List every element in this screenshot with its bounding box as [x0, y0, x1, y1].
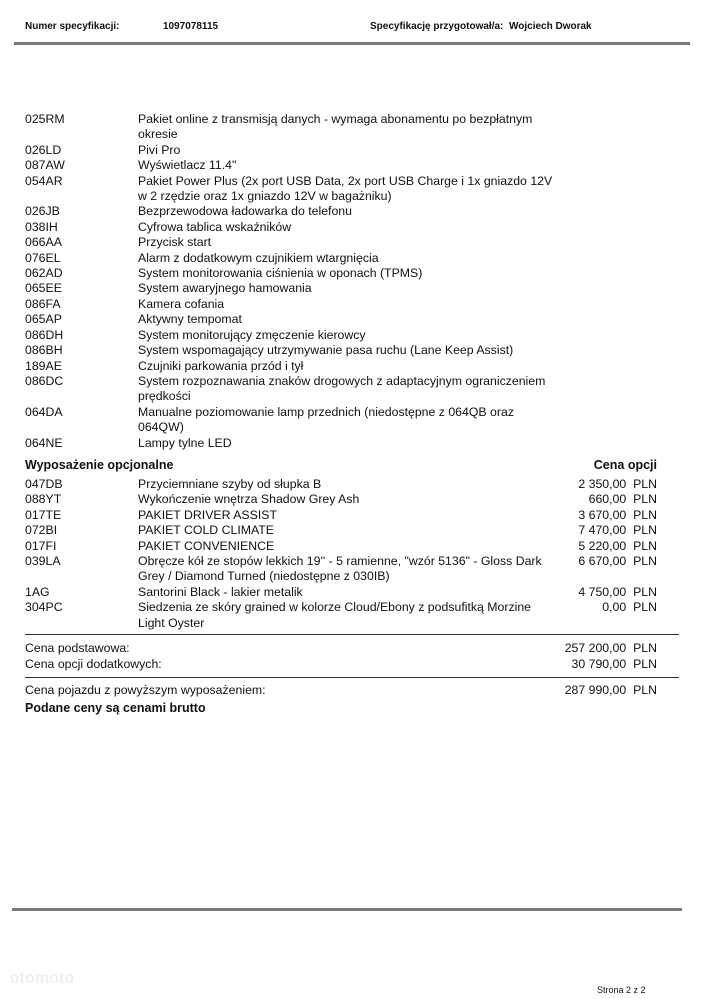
- total-divider: [25, 677, 679, 678]
- optional-equipment-header: [25, 458, 665, 472]
- item-code: 038IH: [25, 219, 58, 234]
- gross-price-note: Podane ceny są cenami brutto: [25, 701, 206, 715]
- optional-item-row: [25, 492, 665, 507]
- item-description: System rozpoznawania znaków drogowych z adaptacyjnym ograniczeniem prędkości: [138, 373, 546, 404]
- item-code: 086FA: [25, 296, 61, 311]
- item-price: 3 670,00 PLN: [578, 507, 657, 522]
- item-code: 064DA: [25, 404, 63, 419]
- standard-item-row: [25, 297, 665, 312]
- standard-item-row: [25, 405, 665, 436]
- item-description: Przycisk start: [138, 235, 212, 250]
- item-description: Siedzenia ze skóry grained w kolorze Cloud/Ebony z podsufitką Morzine Light Oyster: [138, 600, 532, 630]
- item-price: 4 750,00 PLN: [578, 584, 657, 599]
- item-description: Manualne poziomowanie lamp przednich (niedostępne z 064QB oraz 064QW): [138, 404, 514, 435]
- item-code: 087AW: [25, 158, 65, 173]
- standard-item-row: [25, 204, 665, 219]
- standard-item-row: [25, 112, 665, 143]
- optional-item-row: [25, 477, 665, 492]
- optional-item-row: [25, 508, 665, 523]
- item-description: Pakiet online z transmisją danych - wymaga abonamentu po bezpłatnym okresie: [138, 112, 533, 142]
- watermark-logo: otomoto: [10, 970, 75, 987]
- page-number: Strona 2 z 2: [597, 985, 646, 995]
- item-code: 086DC: [25, 373, 64, 388]
- item-code: 039LA: [25, 554, 61, 569]
- item-description: System awaryjnego hamowania: [138, 281, 312, 296]
- base-price-label: Cena podstawowa:: [25, 641, 130, 655]
- standard-item-row: [25, 312, 665, 327]
- item-price: 5 220,00 PLN: [578, 538, 657, 553]
- summary-divider: [25, 634, 679, 635]
- item-code: 088YT: [25, 492, 62, 507]
- item-description: Obręcze kół ze stopów lekkich 19'' - 5 ramienne, "wzór 5136" - Gloss Dark Grey / Diamond Turned (niedostępne z 030IB): [138, 554, 542, 584]
- prepared-by-label: Specyfikację przygotował/a:: [370, 21, 504, 32]
- item-description: PAKIET DRIVER ASSIST: [138, 507, 277, 522]
- item-price: 2 350,00 PLN: [578, 477, 657, 491]
- item-description: Przyciemniane szyby od słupka B: [138, 477, 322, 491]
- optional-item-row: [25, 585, 665, 600]
- item-price: 7 470,00 PLN: [578, 523, 657, 538]
- item-code: 076EL: [25, 250, 61, 265]
- item-description: System wspomagający utrzymywanie pasa ruchu (Lane Keep Assist): [138, 343, 514, 358]
- options-price-row: [25, 657, 665, 672]
- optional-item-row: [25, 539, 665, 554]
- item-code: 017TE: [25, 507, 62, 522]
- item-price: 0,00 PLN: [602, 600, 657, 615]
- options-price-value: 30 790,00 PLN: [571, 657, 657, 671]
- item-code: 025RM: [25, 112, 65, 126]
- item-description: Wyświetlacz 11.4": [138, 158, 237, 173]
- item-code: 065AP: [25, 312, 62, 327]
- spec-number-value: 1097078115: [163, 21, 219, 32]
- item-description: Czujniki parkowania przód i tył: [138, 358, 304, 373]
- standard-item-row: [25, 174, 665, 205]
- spec-number-label: Numer specyfikacji:: [25, 21, 120, 32]
- item-code: 189AE: [25, 358, 62, 373]
- item-description: Lampy tylne LED: [138, 435, 232, 450]
- standard-item-row: [25, 328, 665, 343]
- standard-item-row: [25, 158, 665, 173]
- item-description: Pakiet Power Plus (2x port USB Data, 2x port USB Charge i 1x gniazdo 12V w 2 rzędzie oraz 1x gniazdo 12V w bagażniku): [138, 173, 553, 204]
- prepared-by-name: Wojciech Dworak: [509, 21, 592, 32]
- standard-item-row: [25, 436, 665, 451]
- item-description: Santorini Black - lakier metalik: [138, 584, 303, 599]
- total-price-row: [25, 683, 665, 698]
- item-code: 304PC: [25, 600, 63, 615]
- item-description: Cyfrowa tablica wskaźników: [138, 219, 292, 234]
- item-description: PAKIET COLD CLIMATE: [138, 523, 274, 538]
- standard-item-row: [25, 281, 665, 296]
- item-code: 1AG: [25, 584, 50, 599]
- item-code: 064NE: [25, 435, 63, 450]
- item-code: 065EE: [25, 281, 62, 296]
- item-code: 072BI: [25, 523, 58, 538]
- standard-item-row: [25, 251, 665, 266]
- optional-item-row: [25, 554, 665, 585]
- optional-item-row: [25, 600, 665, 631]
- item-description: Wykończenie wnętrza Shadow Grey Ash: [138, 492, 360, 507]
- item-price: 6 670,00 PLN: [578, 554, 657, 569]
- item-code: 086DH: [25, 327, 64, 342]
- base-price-row: [25, 641, 665, 656]
- options-price-label: Cena opcji dodatkowych:: [25, 657, 162, 671]
- option-price-header: Cena opcji: [593, 458, 657, 472]
- item-code: 066AA: [25, 235, 62, 250]
- item-description: Kamera cofania: [138, 296, 225, 311]
- item-price: 660,00 PLN: [588, 492, 657, 507]
- item-description: Aktywny tempomat: [138, 312, 242, 327]
- optional-item-row: [25, 523, 665, 538]
- item-description: PAKIET CONVENIENCE: [138, 538, 275, 553]
- item-code: 026JB: [25, 204, 60, 219]
- base-price-value: 257 200,00 PLN: [564, 641, 657, 655]
- standard-item-row: [25, 359, 665, 374]
- standard-item-row: [25, 143, 665, 158]
- standard-equipment-list: [25, 112, 665, 451]
- item-description: Alarm z dodatkowym czujnikiem wtargnięcia: [138, 250, 379, 265]
- item-code: 062AD: [25, 266, 63, 281]
- optional-equipment-list: [25, 477, 665, 631]
- header-divider: [14, 42, 690, 45]
- standard-item-row: [25, 235, 665, 250]
- item-description: System monitorowania ciśnienia w oponach (TPMS): [138, 266, 423, 281]
- standard-item-row: [25, 266, 665, 281]
- footer-divider: [12, 908, 682, 911]
- item-description: Bezprzewodowa ładowarka do telefonu: [138, 204, 352, 219]
- standard-item-row: [25, 343, 665, 358]
- item-code: 047DB: [25, 477, 63, 491]
- optional-equipment-title: Wyposażenie opcjonalne: [25, 458, 174, 472]
- item-description: Pivi Pro: [138, 142, 181, 157]
- total-price-label: Cena pojazdu z powyższym wyposażeniem:: [25, 683, 266, 697]
- item-code: 054AR: [25, 173, 63, 188]
- item-code: 017FI: [25, 538, 57, 553]
- standard-item-row: [25, 220, 665, 235]
- item-code: 086BH: [25, 343, 63, 358]
- standard-item-row: [25, 374, 665, 405]
- total-price-value: 287 990,00 PLN: [564, 683, 657, 697]
- item-description: System monitorujący zmęczenie kierowcy: [138, 327, 366, 342]
- item-code: 026LD: [25, 142, 62, 157]
